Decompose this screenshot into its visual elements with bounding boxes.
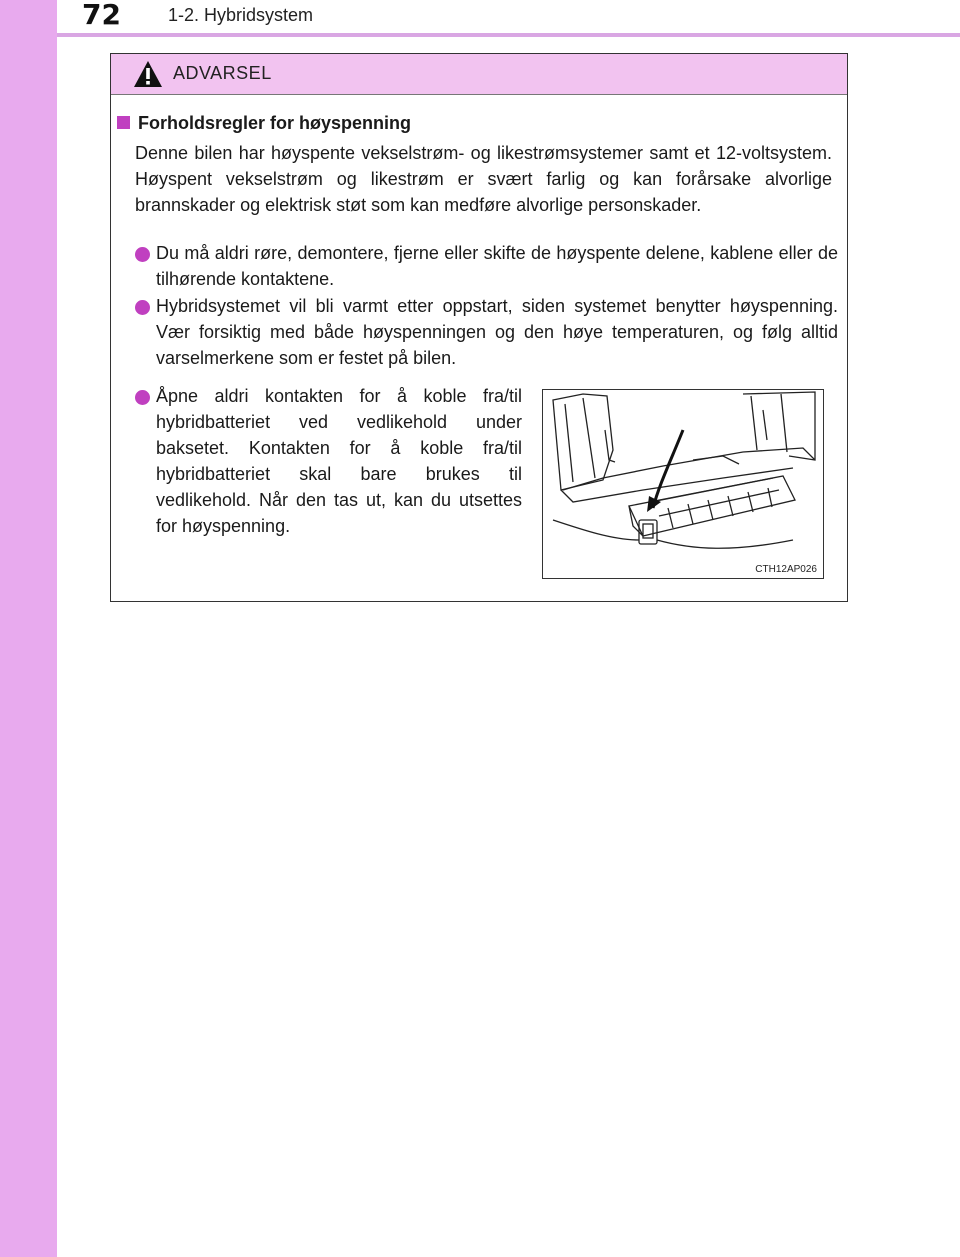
section-title: 1-2. Hybridsystem xyxy=(168,5,314,25)
page-number: 72 xyxy=(82,0,121,31)
battery-connector-figure xyxy=(542,389,824,579)
bullet-item: Åpne aldri kontakten for å koble fra/til hybridbatteriet ved vedlikehold under baksetet. Kontakten for å koble fra/til hybridbatteriet skal bare brukes til vedlikehold. Når den tas ut, kan du utsettes for høyspenning. xyxy=(156,386,522,536)
side-band xyxy=(0,0,57,1257)
warning-heading-text: Forholdsregler for høyspenning xyxy=(138,113,412,133)
warning-box xyxy=(110,53,848,602)
bullet-dot-icon xyxy=(135,247,150,262)
warning-header xyxy=(111,54,847,95)
warning-heading xyxy=(117,113,411,134)
intro-paragraph: Denne bilen har høyspente vekselstrøm- og likestrømsystemer samt et 12-voltsystem. Høyspent vekselstrøm og likestrøm er svært farlig og kan forårsake alvorlige brannskader og elektrisk støt som kan medføre alvorlige personskader. xyxy=(135,143,832,215)
bullet-dot-icon xyxy=(135,300,150,315)
bullet-item: Du må aldri røre, demontere, fjerne eller skifte de høyspente delene, kablene eller de tilhørende kontaktene. xyxy=(156,243,838,289)
figure-caption: CTH12AP026 xyxy=(755,564,817,575)
warning-triangle-icon xyxy=(133,60,163,88)
warning-label: ADVARSEL xyxy=(173,63,272,83)
rear-seat-battery-illustration xyxy=(543,390,823,560)
top-rule xyxy=(57,33,960,37)
bullet-item: Hybridsystemet vil bli varmt etter oppstart, siden systemet benytter høyspenning. Vær forsiktig med både høyspenningen og den høye temperaturen, og følg alltid varselmerkene som er festet på bilen. xyxy=(156,296,838,368)
bullet-dot-icon xyxy=(135,390,150,405)
square-bullet-icon xyxy=(117,116,130,129)
